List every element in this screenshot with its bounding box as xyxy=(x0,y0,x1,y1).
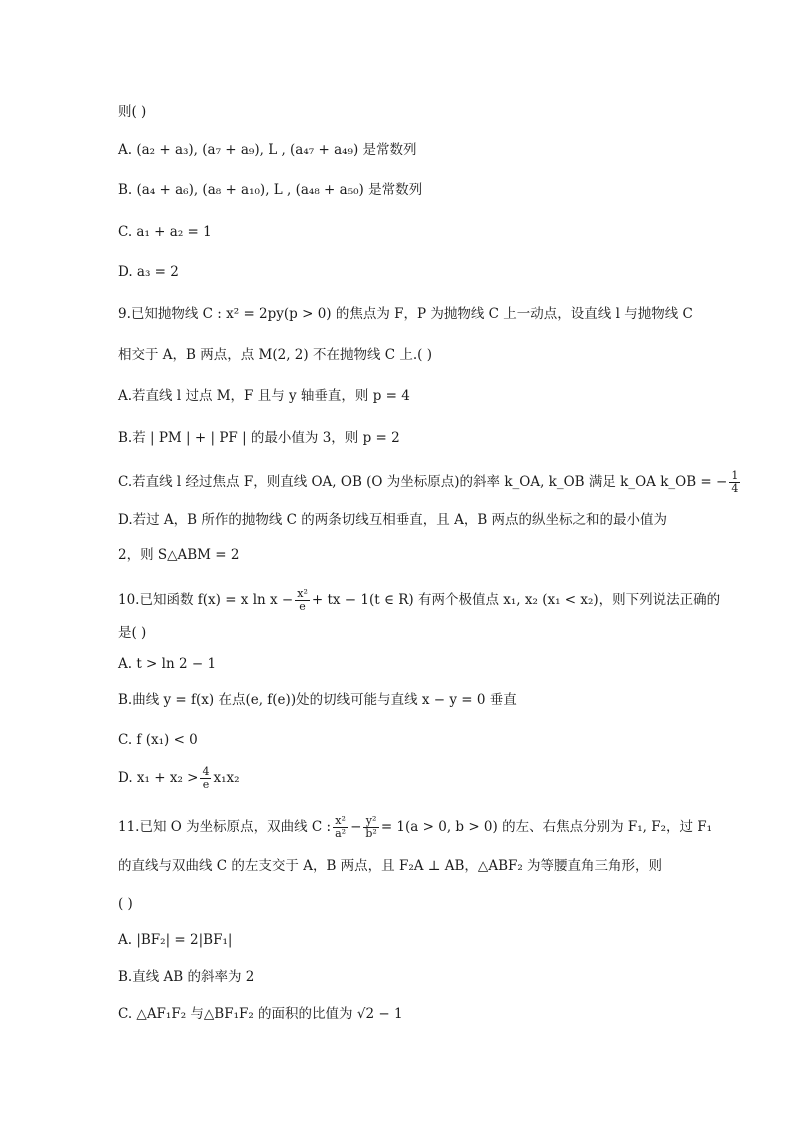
q8-option-d: D. a₃ = 2 xyxy=(118,264,179,280)
q11-stem-line2: 的直线与双曲线 C 的左支交于 A，B 两点，且 F₂A ⊥ AB，△ABF₂ 为等腰直角三角形，则 xyxy=(118,858,663,874)
fraction-one-quarter: $\frac{1}{4}$ xyxy=(731,469,739,495)
q9-option-d-line2: 2，则 S△ABM = 2 xyxy=(118,547,240,563)
q11-stem-part1: 11.已知 O 为坐标原点，双曲线 C : xyxy=(118,819,332,835)
q11-stem-part2: = 1(a > 0, b > 0) 的左、右焦点分别为 F₁, F₂，过 F₁ xyxy=(380,819,713,835)
q10-stem-line2: 是( ) xyxy=(118,625,147,641)
q10-option-d-part2: x₁x₂ xyxy=(213,770,240,786)
fraction-y2-over-b2: $\frac{\text{y²}}{\text{b²}}$ xyxy=(365,814,377,840)
q9-option-c xyxy=(118,469,739,495)
q10-stem-line1 xyxy=(118,587,721,613)
q10-option-d-part1: D. x₁ + x₂ > xyxy=(118,770,199,786)
q10-option-b: B.曲线 y = f(x) 在点(e, f(e))处的切线可能与直线 x − y = 0 垂直 xyxy=(118,692,517,708)
q10-option-a: A. t > ln 2 − 1 xyxy=(118,656,217,672)
q11-stem-line3: ( ) xyxy=(118,896,133,912)
q8-option-a: A. (a₂ + a₃), (a₇ + a₉), L , (a₄₇ + a₄₉) 是常数列 xyxy=(118,142,417,158)
q9-option-b: B.若 | PM | + | PF | 的最小值为 3，则 p = 2 xyxy=(118,430,400,446)
q11-option-a: A. |BF₂| = 2|BF₁| xyxy=(118,932,233,948)
q9-option-a: A.若直线 l 过点 M，F 且与 y 轴垂直，则 p = 4 xyxy=(118,388,410,404)
q9-option-c-text: C.若直线 l 经过焦点 F，则直线 OA, OB (O 为坐标原点)的斜率 k_OA, k_OB 满足 k_OA k_OB = − xyxy=(118,474,728,490)
q9-stem-line2: 相交于 A，B 两点，点 M(2, 2) 不在抛物线 C 上.( ) xyxy=(118,347,432,363)
q11-option-b: B.直线 AB 的斜率为 2 xyxy=(118,969,255,985)
q8-option-c: C. a₁ + a₂ = 1 xyxy=(118,224,212,240)
q8-stem-end: 则( ) xyxy=(118,104,147,120)
q11-stem-line1 xyxy=(118,814,713,840)
q10-option-d xyxy=(118,766,684,791)
q11-option-c: C. △AF₁F₂ 与△BF₁F₂ 的面积的比值为 √2 − 1 xyxy=(118,1006,403,1022)
q10-stem-part2: + tx − 1(t ∈ R) 有两个极值点 x₁, x₂ (x₁ < x₂)，则下列说法正确的 xyxy=(311,592,721,608)
fraction-x2-over-a2: $\frac{\text{x²}}{\text{a²}}$ xyxy=(335,814,347,840)
fraction-4-over-e: $\frac{4}{e}$ xyxy=(202,765,210,791)
q8-option-b: B. (a₄ + a₆), (a₈ + a₁₀), L , (a₄₈ + a₅₀) 是常数列 xyxy=(118,182,423,198)
q11-minus: − xyxy=(350,819,362,835)
q10-stem-part1: 10.已知函数 f(x) = x ln x − xyxy=(118,592,294,608)
q9-option-d-line1: D.若过 A，B 所作的抛物线 C 的两条切线互相垂直，且 A，B 两点的纵坐标之和的最小值为 xyxy=(118,512,668,528)
fraction-x2-over-e: $\frac{\text{x²}}{e}$ xyxy=(297,587,308,613)
q9-stem-line1: 9.已知抛物线 C : x² = 2py(p > 0) 的焦点为 F，P 为抛物线 C 上一动点，设直线 l 与抛物线 C xyxy=(118,306,693,322)
q10-option-c: C. f (x₁) < 0 xyxy=(118,732,198,748)
